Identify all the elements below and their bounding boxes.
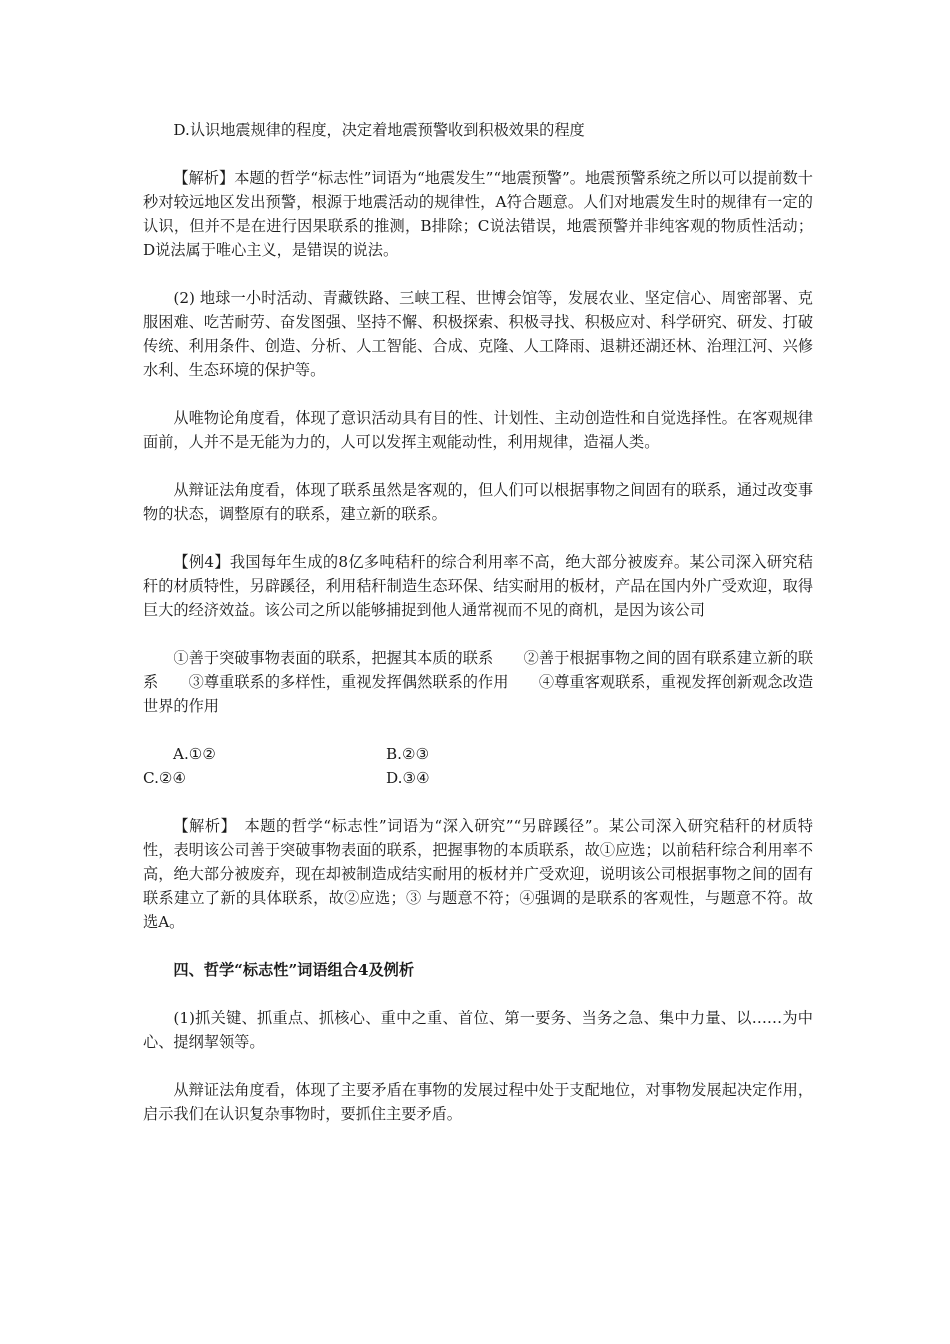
choice-d: D.③④ — [386, 769, 430, 787]
choice-a: A.①② — [173, 745, 217, 763]
section-heading: 四、哲学“标志性”词语组合4及例析 — [173, 961, 415, 979]
analysis-paragraph-1: 【解析】本题的哲学“标志性”词语为“地震发生”“地震预警”。地震预警系统之所以可以提前数十秒对较远地区发出预警，根源于地震活动的规律性，A符合题意。人们对地震发生时的规律有一定的认识，但并不是在进行因果联系的推测，B排除；C说法错误，地震预警并非纯客观的物质性活动；D说法属于唯心主义，是错误的说法。 — [143, 169, 813, 259]
keyword-group-2: (2) 地球一小时活动、青藏铁路、三峡工程、世博会馆等，发展农业、坚定信心、周密部署、克服困难、吃苦耐劳、奋发图强、坚持不懈、积极探索、积极寻找、积极应对、科学研究、研发、打破传统、利用条件、创造、分析、人工智能、合成、克隆、人工降雨、退耕还湖还林、治理江河、兴修水利、生态环境的保护等。 — [143, 289, 813, 379]
choice-b: B.②③ — [386, 745, 430, 763]
option-d-text: D.认识地震规律的程度，决定着地震预警收到积极效果的程度 — [173, 121, 585, 139]
answer-choices — [143, 742, 813, 790]
dialectics-paragraph-1: 从辩证法角度看，体现了联系虽然是客观的，但人们可以根据事物之间固有的联系，通过改变事物的状态，调整原有的联系，建立新的联系。 — [143, 481, 813, 523]
analysis-paragraph-2: 【解析】 本题的哲学“标志性”词语为“深入研究”“另辟蹊径”。某公司深入研究秸秆的材质特性，表明该公司善于突破事物表面的联系，把握事物的本质联系，故①应选；以前秸秆综合利用率不高，绝大部分被废弃，现在却被制造成结实耐用的板材并广受欢迎，说明该公司根据事物之间的固有联系建立了新的具体联系，故②应选；③ 与题意不符；④强调的是联系的客观性，与题意不符。故选A。 — [143, 817, 813, 931]
dialectics-paragraph-2: 从辩证法角度看，体现了主要矛盾在事物的发展过程中处于支配地位，对事物发展起决定作用，启示我们在认识复杂事物时，要抓住主要矛盾。 — [143, 1081, 813, 1123]
keyword-group-1: (1)抓关键、抓重点、抓核心、重中之重、首位、第一要务、当务之急、集中力量、以……为中心、提纲挈领等。 — [143, 1009, 813, 1051]
materialism-paragraph: 从唯物论角度看，体现了意识活动具有目的性、计划性、主动创造性和自觉选择性。在客观规律面前，人并不是无能为力的，人可以发挥主观能动性，利用规律，造福人类。 — [143, 409, 813, 451]
choice-c: C.②④ — [143, 769, 187, 787]
example-4-statements: ①善于突破事物表面的联系，把握其本质的联系 ②善于根据事物之间的固有联系建立新的联系 ③尊重联系的多样性，重视发挥偶然联系的作用 ④尊重客观联系，重视发挥创新观念改造世界的作用 — [143, 649, 813, 715]
document-body — [143, 118, 813, 1126]
example-4-question: 【例4】我国每年生成的8亿多吨秸秆的综合利用率不高，绝大部分被废弃。某公司深入研究秸秆的材质特性，另辟蹊径，利用秸秆制造生态环保、结实耐用的板材，产品在国内外广受欢迎，取得巨大的经济效益。该公司之所以能够捕捉到他人通常视而不见的商机，是因为该公司 — [143, 553, 813, 619]
